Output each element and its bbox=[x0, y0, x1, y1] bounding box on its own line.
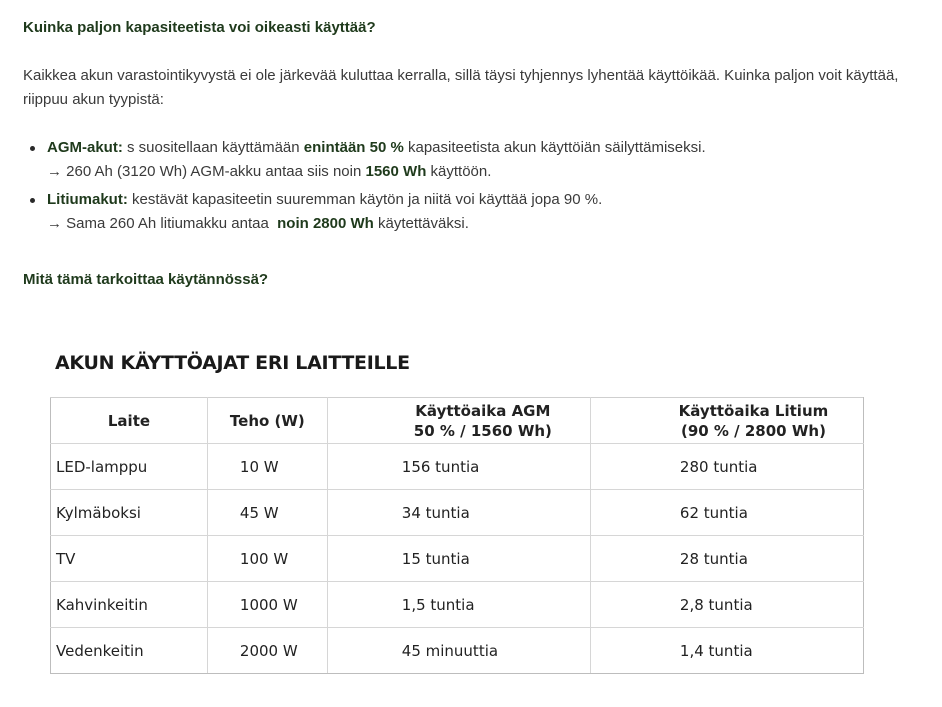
agm-text-b: kapasiteetista akun käyttöiän säilyttämiseksi. bbox=[403, 139, 706, 156]
table-row bbox=[51, 490, 864, 536]
agm-term: AGM-akut: bbox=[47, 139, 123, 156]
cell-lithium: 280 tuntia bbox=[590, 444, 863, 490]
col-header-lithium-line1: Käyttöaika Litium bbox=[678, 401, 829, 420]
cell-lithium: 62 tuntia bbox=[590, 490, 863, 536]
cell-device: Kylmäboksi bbox=[51, 490, 208, 536]
cell-power: 45 W bbox=[207, 490, 327, 536]
cell-device: Vedenkeitin bbox=[51, 628, 208, 674]
cell-lithium: 1,4 tuntia bbox=[590, 628, 863, 674]
lithium-text-a: kestävät kapasiteetin suuremman käytön ja niitä voi käyttää jopa 90 %. bbox=[127, 191, 603, 208]
cell-device: LED-lamppu bbox=[51, 444, 208, 490]
usage-time-table bbox=[50, 397, 864, 674]
col-header-lithium bbox=[590, 398, 863, 444]
cell-power: 2000 W bbox=[207, 628, 327, 674]
agm-example-b: käyttöön. bbox=[426, 163, 492, 180]
table-header-row bbox=[51, 398, 864, 444]
lithium-example-a: → Sama 260 Ah litiumakku antaa bbox=[47, 215, 278, 232]
lithium-term: Litiumakut: bbox=[47, 191, 128, 208]
cell-power: 1000 W bbox=[207, 582, 327, 628]
figure-title: AKUN KÄYTTÖAJAT ERI LAITTEILLE bbox=[55, 352, 410, 374]
battery-type-list bbox=[23, 136, 913, 236]
cell-power: 100 W bbox=[207, 536, 327, 582]
table-row bbox=[51, 582, 864, 628]
usage-time-figure bbox=[50, 348, 864, 660]
article-body bbox=[23, 16, 913, 292]
cell-agm: 45 minuuttia bbox=[327, 628, 590, 674]
table-row bbox=[51, 444, 864, 490]
col-header-agm-line2: 50 % / 1560 Wh) bbox=[413, 421, 552, 440]
question-heading-practice: Mitä tämä tarkoittaa käytännössä? bbox=[23, 271, 269, 288]
cell-power: 10 W bbox=[207, 444, 327, 490]
table-row bbox=[51, 536, 864, 582]
question-heading-capacity: Kuinka paljon kapasiteetista voi oikeasti käyttää? bbox=[23, 19, 376, 36]
table-row bbox=[51, 628, 864, 674]
cell-agm: 34 tuntia bbox=[327, 490, 590, 536]
lithium-example-value: noin 2800 Wh bbox=[277, 215, 374, 232]
cell-device: TV bbox=[51, 536, 208, 582]
agm-text-a: s suositellaan käyttämään bbox=[122, 139, 304, 156]
list-item-agm bbox=[23, 136, 913, 184]
col-header-device: Laite bbox=[51, 398, 208, 444]
intro-paragraph: Kaikkea akun varastointikyvystä ei ole järkevää kuluttaa kerralla, sillä täysi tyhjennys lyhentää käyttöikää. Kuinka paljon voit käyttää, riippuu akun tyypistä: bbox=[23, 67, 899, 108]
lithium-example-b: käytettäväksi. bbox=[373, 215, 469, 232]
agm-example-a: → 260 Ah (3120 Wh) AGM-akku antaa siis noin bbox=[47, 163, 366, 180]
agm-limit: enintään 50 % bbox=[303, 139, 404, 156]
agm-example-value: 1560 Wh bbox=[365, 163, 427, 180]
col-header-lithium-line2: (90 % / 2800 Wh) bbox=[680, 421, 826, 440]
cell-agm: 15 tuntia bbox=[327, 536, 590, 582]
col-header-agm bbox=[327, 398, 590, 444]
cell-device: Kahvinkeitin bbox=[51, 582, 208, 628]
cell-lithium: 2,8 tuntia bbox=[590, 582, 863, 628]
cell-lithium: 28 tuntia bbox=[590, 536, 863, 582]
cell-agm: 156 tuntia bbox=[327, 444, 590, 490]
list-item-lithium bbox=[23, 188, 913, 236]
col-header-power: Teho (W) bbox=[207, 398, 327, 444]
col-header-agm-line1: Käyttöaika AGM bbox=[415, 401, 551, 420]
cell-agm: 1,5 tuntia bbox=[327, 582, 590, 628]
